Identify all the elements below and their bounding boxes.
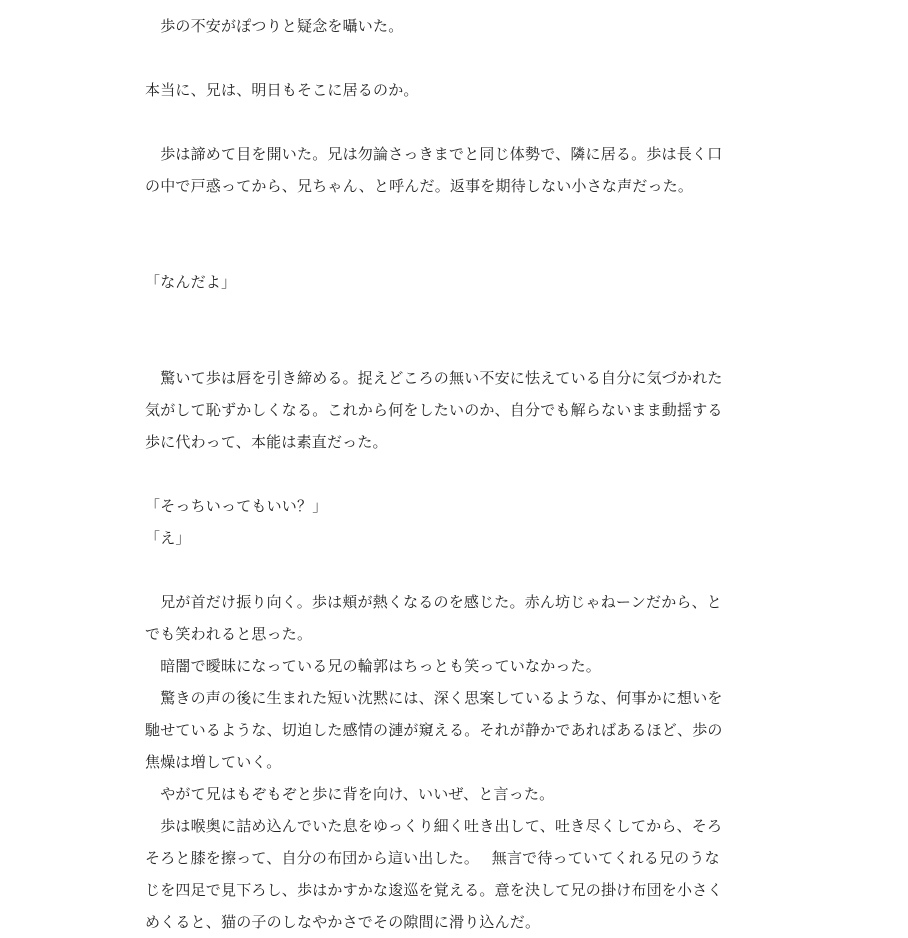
- text-line: やがて兄はもぞもぞと歩に背を向け、いいぜ、と言った。: [145, 785, 555, 803]
- text-line: 驚いて歩は唇を引き締める。捉えどころの無い不安に怯えている自分に気づかれた: [145, 369, 723, 387]
- dialogue-line: 「え」: [145, 529, 191, 547]
- text-line: 兄が首だけ振り向く。歩は頬が熱くなるのを感じた。赤ん坊じゃねーンだから、と: [145, 593, 723, 611]
- text-line: 馳せているような、切迫した感情の漣が窺える。それが静かであればあるほど、歩の: [145, 721, 723, 739]
- text-line: じを四足で見下ろし、歩はかすかな逡巡を覚える。意を決して兄の掛け布団を小さく: [145, 881, 723, 899]
- text-line: の中で戸惑ってから、兄ちゃん、と呼んだ。返事を期待しない小さな声だった。: [145, 177, 694, 195]
- text-line: 歩は喉奥に詰め込んでいた息をゆっくり細く吐き出して、吐き尽くしてから、そろ: [145, 817, 723, 835]
- blank-line: [145, 106, 770, 138]
- text-line: 暗闇で曖昧になっている兄の輪郭はちっとも笑っていなかった。: [145, 657, 602, 675]
- blank-line: [145, 202, 770, 266]
- text-line: 歩の不安がぽつりと疑念を囁いた。: [145, 17, 404, 35]
- text-line: 歩に代わって、本能は素直だった。: [145, 433, 388, 451]
- dialogue-line: 「なんだよ」: [145, 273, 237, 291]
- text-line: 本当に、兄は、明日もそこに居るのか。: [145, 81, 419, 99]
- dialogue-line: 「そっちいってもいい？」: [145, 497, 328, 515]
- blank-line: [145, 42, 770, 74]
- text-line: そろと膝を擦って、自分の布団から這い出した。 無言で待っていてくれる兄のうな: [145, 849, 720, 867]
- text-line: めくると、猫の子のしなやかさでその隙間に滑り込んだ。: [145, 913, 541, 931]
- blank-line: [145, 458, 770, 490]
- blank-line: [145, 298, 770, 362]
- text-line: 驚きの声の後に生まれた短い沈黙には、深く思案しているような、何事かに想いを: [145, 689, 723, 707]
- story-text: [145, 10, 770, 938]
- text-line: でも笑われると思った。: [145, 625, 313, 643]
- text-line: 焦燥は増していく。: [145, 753, 282, 771]
- blank-line: [145, 554, 770, 586]
- text-line: 気がして恥ずかしくなる。これから何をしたいのか、自分でも解らないまま動揺する: [145, 401, 723, 419]
- text-line: 歩は諦めて目を開いた。兄は勿論さっきまでと同じ体勢で、隣に居る。歩は長く口: [145, 145, 723, 163]
